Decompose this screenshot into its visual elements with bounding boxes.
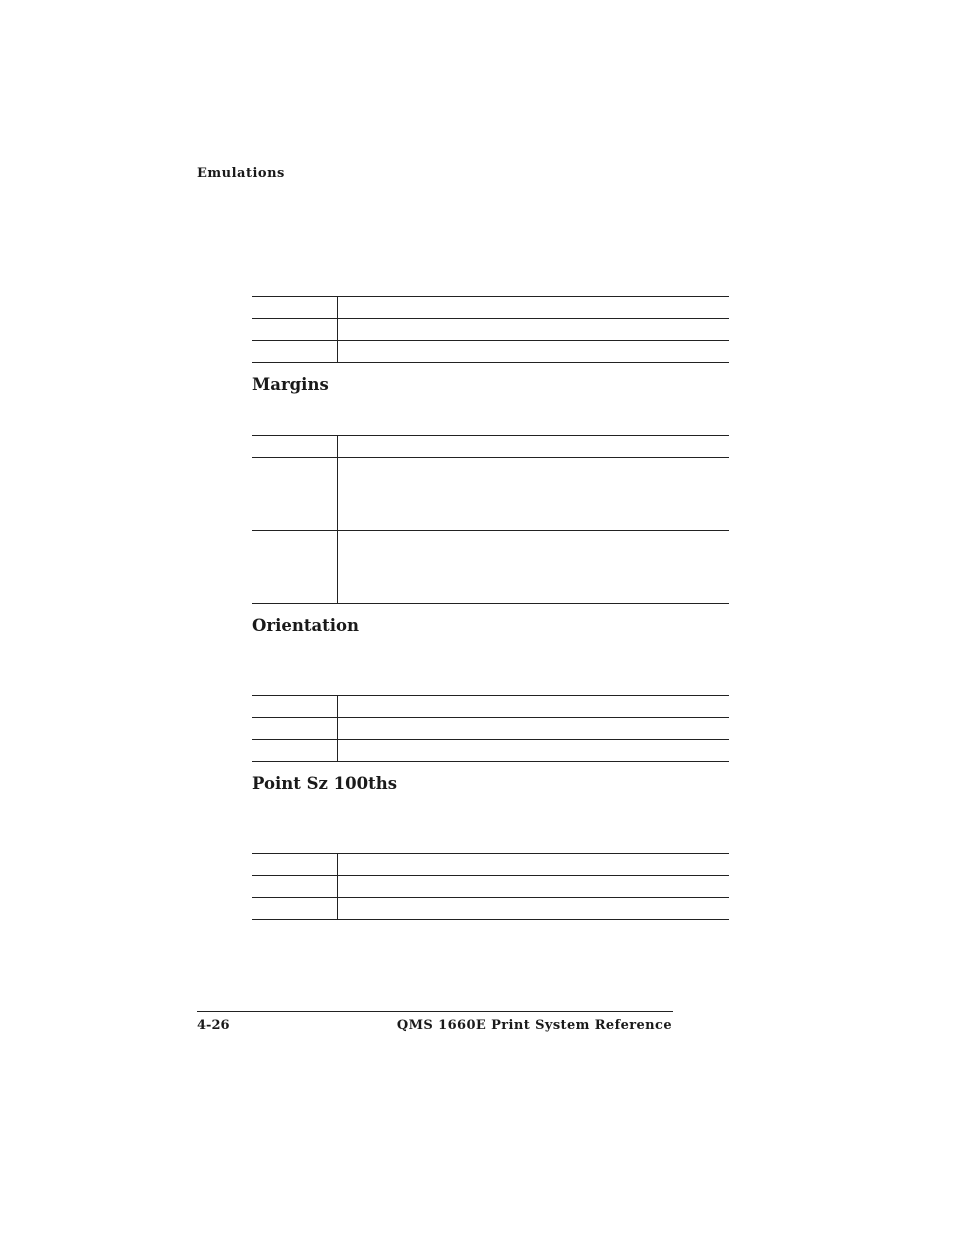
option-table-4 (252, 853, 729, 920)
column-divider (337, 854, 338, 875)
table-row (252, 530, 729, 604)
column-divider (337, 297, 338, 318)
column-divider (337, 458, 338, 530)
column-divider (337, 898, 338, 919)
column-divider (337, 718, 338, 739)
table-row (252, 739, 729, 762)
option-table-3 (252, 695, 729, 762)
table-row (252, 875, 729, 897)
table-row (252, 853, 729, 875)
table-row (252, 457, 729, 530)
section-title-point-size: Point Sz 100ths (252, 774, 397, 793)
running-head: Emulations (197, 166, 285, 181)
table-row (252, 435, 729, 457)
column-divider (337, 876, 338, 897)
column-divider (337, 696, 338, 717)
section-title-margins: Margins (252, 375, 329, 394)
option-table-2 (252, 435, 729, 604)
document-title: QMS 1660E Print System Reference (396, 1018, 672, 1033)
table-row (252, 318, 729, 340)
column-divider (337, 436, 338, 457)
table-row (252, 897, 729, 920)
table-row (252, 296, 729, 318)
page-number: 4-26 (197, 1018, 230, 1033)
column-divider (337, 531, 338, 603)
column-divider (337, 740, 338, 761)
column-divider (337, 319, 338, 340)
option-table-1 (252, 296, 729, 363)
table-row (252, 717, 729, 739)
table-row (252, 695, 729, 717)
section-title-orientation: Orientation (252, 616, 360, 635)
footer-rule (197, 1011, 673, 1012)
table-row (252, 340, 729, 363)
column-divider (337, 341, 338, 362)
